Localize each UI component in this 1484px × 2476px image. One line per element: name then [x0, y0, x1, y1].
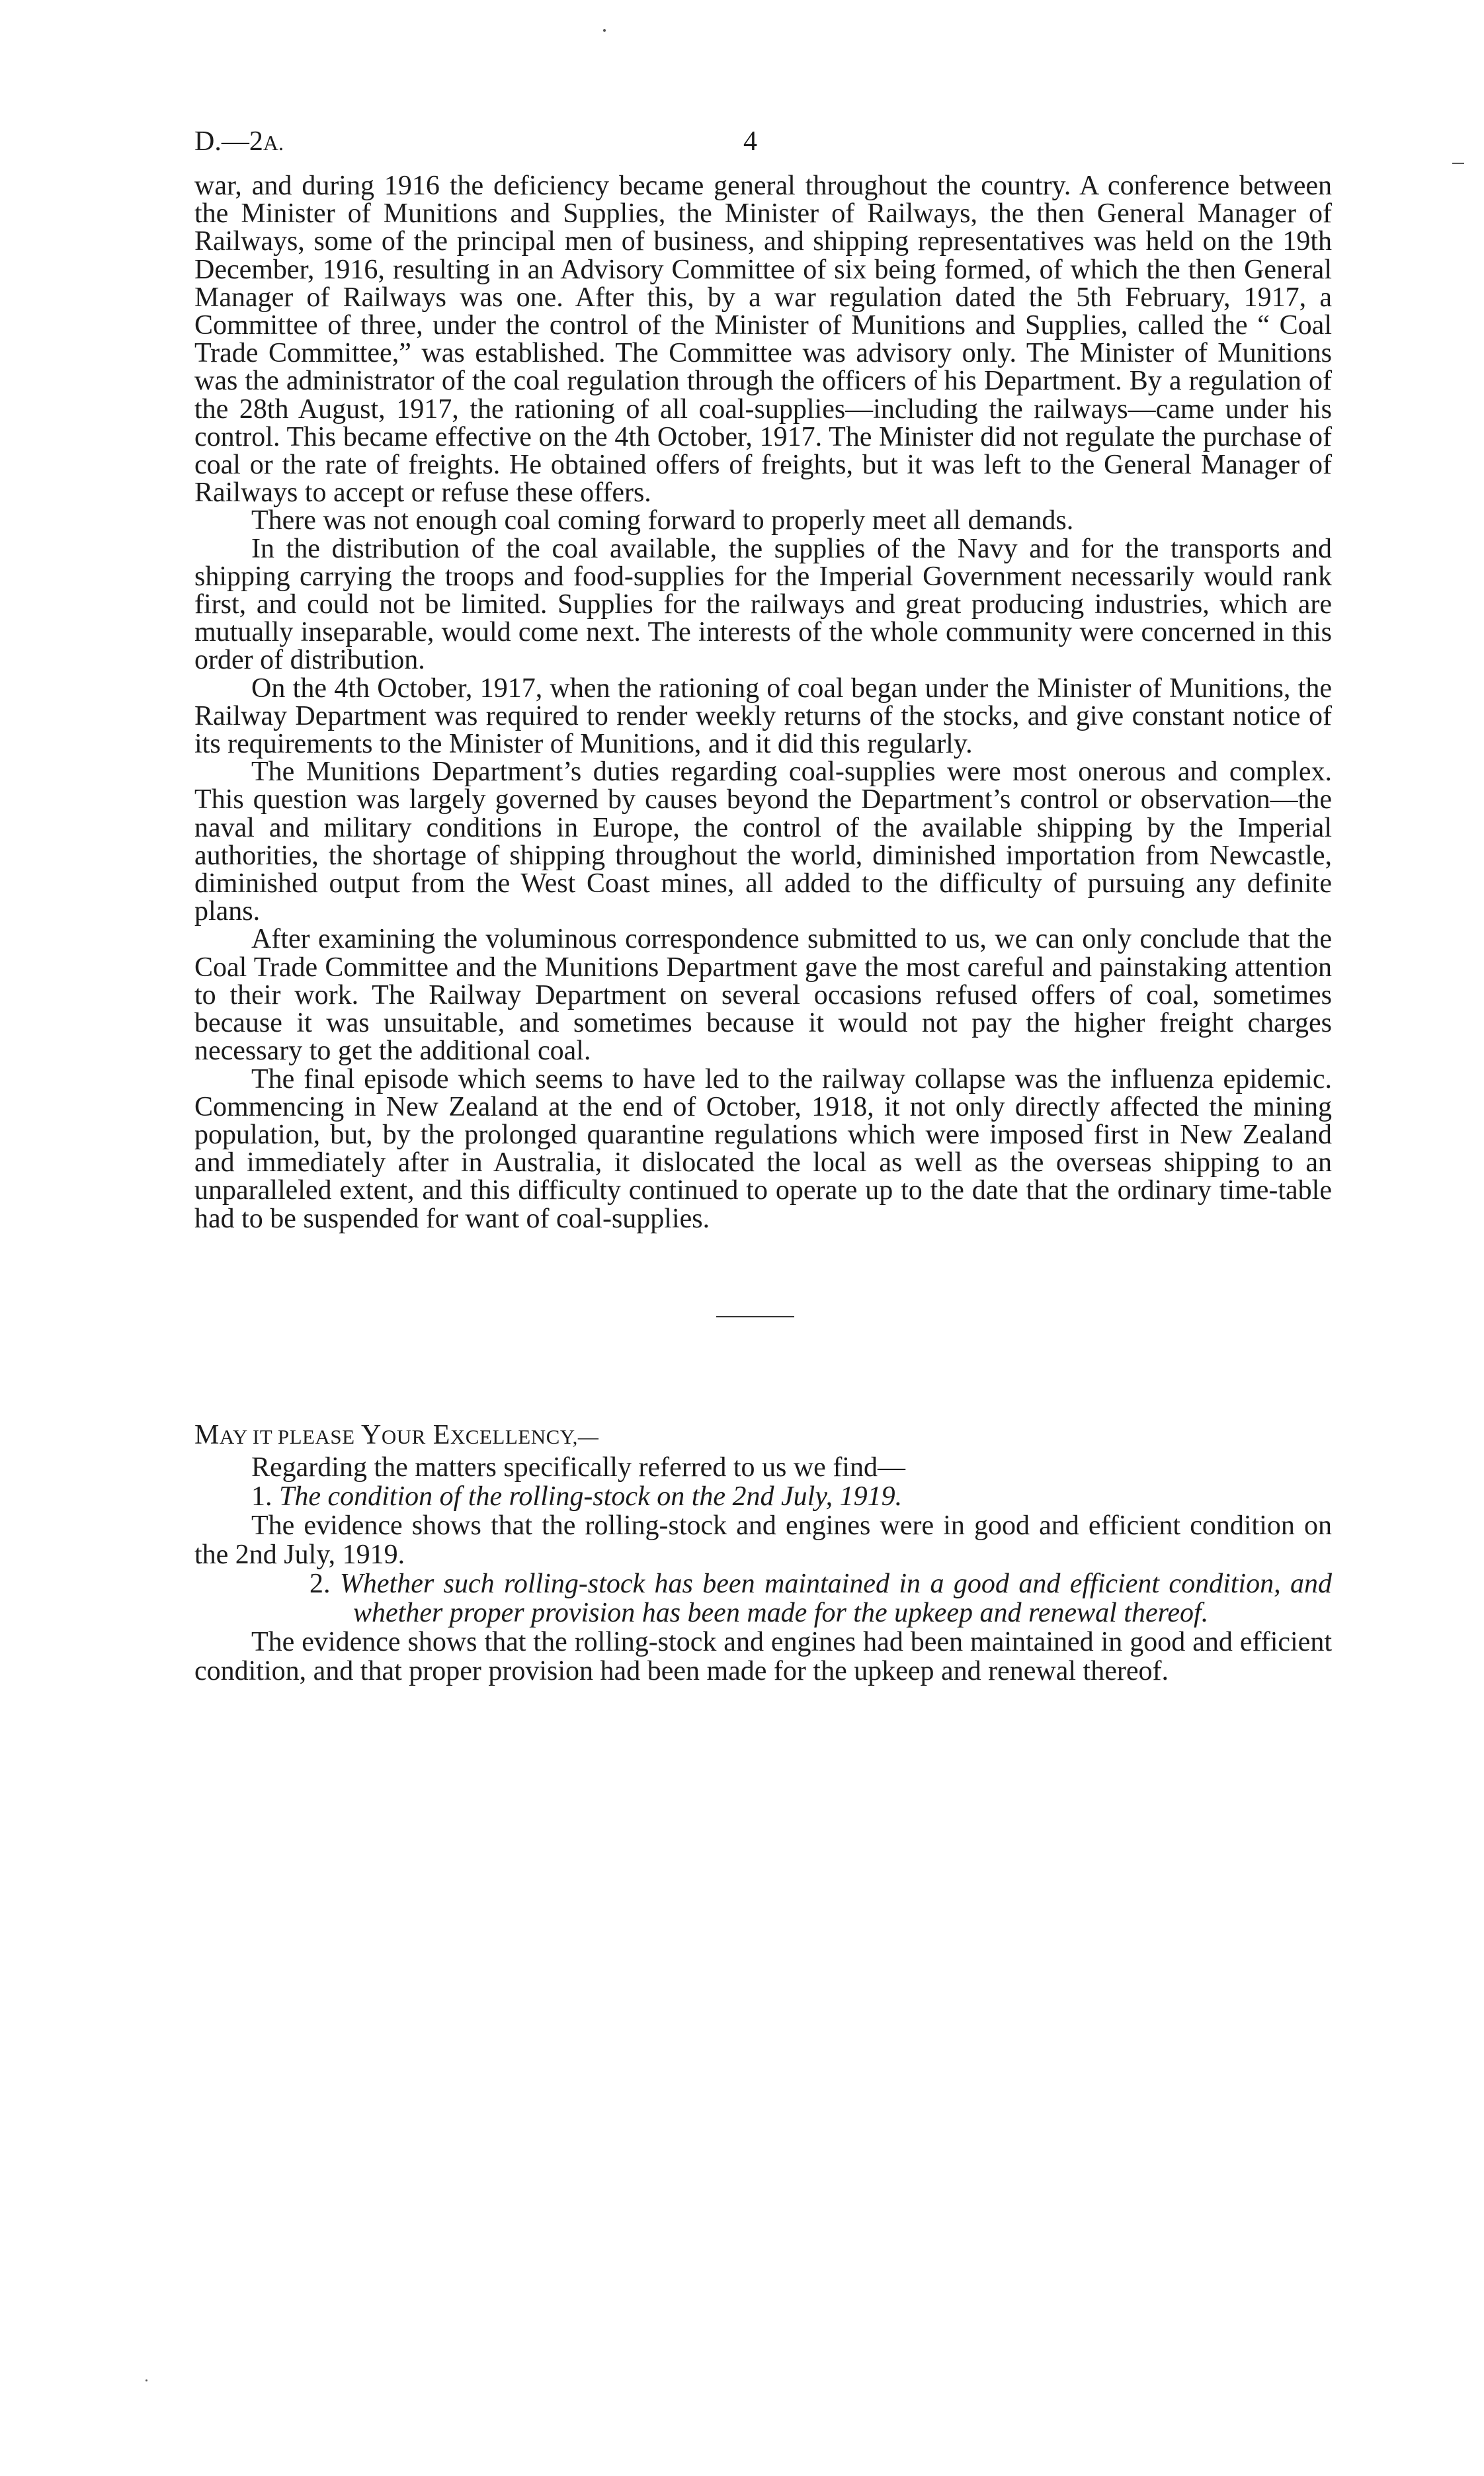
- page-header: [194, 126, 1332, 172]
- finding-1-heading: [194, 1482, 1332, 1511]
- finding-1-question: The condition of the rolling-stock on the 2nd July, 1919.: [279, 1481, 903, 1512]
- section-divider: [716, 1316, 794, 1317]
- paragraph-6: After examining the voluminous correspondence submitted to us, we can only conclude that the Coal Trade Committee and the Munitions Department gave the most careful and painstaking attention to their work. The Railway Department on several occasions refused offers of coal, sometimes because it was unsuitable, and sometimes because it would not pay the higher freight charges necessary to get the additional coal.: [194, 924, 1332, 1067]
- paragraph-2: There was not enough coal coming forward to properly meet all demands.: [251, 505, 1074, 536]
- finding-2-answer: The evidence shows that the rolling-stock and engines had been maintained in good and efficient condition, and that proper provision had been made for the upkeep and renewal thereof.: [194, 1626, 1332, 1686]
- salutation-your: OUR: [381, 1424, 426, 1448]
- paragraph-1: war, and during 1916 the deficiency became general throughout the country. A conference between the Minister of Munitions and Supplies, the Minister of Railways, the then General Manager of Railways, some of the principal men of business, and shipping representatives was held on the 19th December, 1916, resulting in an Advisory Committee of six being formed, of which the then General Manager of Railways was one. After this, by a war regulation dated the 5th February, 1917, a Committee of three, under the control of the Minister of Munitions and Supplies, called the “ Coal Trade Committee,” was established. The Committee was advisory only. The Minister of Munitions was the administrator of the coal regulation through the officers of his Department. By a regulation of the 28th August, 1917, the rationing of all coal-supplies—including the railways—came under his control. This became effective on the 4th October, 1917. The Minister did not regulate the purchase of coal or the rate of freights. He obtained offers of freights, but it was left to the General Manager of Railways to accept or refuse these offers.: [194, 171, 1332, 509]
- scan-dash-right: [1452, 163, 1464, 164]
- finding-2-heading: [194, 1569, 1332, 1628]
- salutation-may: AY IT PLEASE: [219, 1424, 355, 1448]
- scan-dot-top: [603, 29, 606, 32]
- finding-1-answer: The evidence shows that the rolling-stock and engines were in good and efficient condition on the 2nd July, 1919.: [194, 1510, 1332, 1570]
- reference-suffix: A.: [263, 131, 284, 155]
- salutation-initial-m: M: [194, 1419, 220, 1450]
- findings-section: [194, 1453, 1332, 1686]
- document-reference: [194, 126, 284, 157]
- salutation-initial-e: E: [433, 1419, 450, 1450]
- document-page: [194, 126, 1332, 1686]
- reference-prefix: D.—2: [194, 126, 263, 157]
- salutation-excellency: XCELLENCY,—: [450, 1424, 599, 1448]
- paragraph-5: The Munitions Department’s duties regarding coal-supplies were most onerous and complex. This question was largely governed by causes beyond the Department’s control or observation—the naval and military conditions in Europe, the control of the available shipping by the Imperial authorities, the shortage of shipping throughout the world, diminished importation from Newcastle, diminished output from the West Coast mines, all added to the difficulty of pursuing any definite plans.: [194, 757, 1332, 927]
- salutation-initial-y: Y: [360, 1419, 382, 1450]
- findings-intro: Regarding the matters specifically referred to us we find—: [251, 1452, 905, 1483]
- finding-2-number: 2.: [309, 1568, 331, 1599]
- scan-dot-left: [145, 2379, 147, 2381]
- paragraph-4: On the 4th October, 1917, when the rationing of coal began under the Minister of Munitions, the Railway Department was required to render weekly returns of the stocks, and give constant notice of its requirements to the Minister of Munitions, and it did this regularly.: [194, 673, 1332, 760]
- salutation: [194, 1419, 1332, 1453]
- report-body: [194, 172, 1332, 1233]
- paragraph-3: In the distribution of the coal available, the supplies of the Navy and for the transports and shipping carrying the troops and food-supplies for the Imperial Government necessarily would rank first, and could not be limited. Supplies for the railways and great producing industries, which are mutually inseparable, would come next. The interests of the whole community were concerned in this order of distribution.: [194, 533, 1332, 676]
- finding-1-number: 1.: [251, 1481, 272, 1512]
- finding-2-question: Whether such rolling-stock has been maintained in a good and efficient condition, and whether proper provision has been made for the upkeep and renewal thereof.: [339, 1568, 1332, 1628]
- paragraph-7: The final episode which seems to have led to the railway collapse was the influenza epidemic. Commencing in New Zealand at the end of October, 1918, it not only directly affected the mining population, but, by the prolonged quarantine regulations which were imposed first in New Zealand and immediately after in Australia, it dislocated the local as well as the overseas shipping to an unparalleled extent, and this difficulty continued to operate up to the date that the ordinary time-table had to be suspended for want of coal-supplies.: [194, 1063, 1332, 1234]
- page-number: 4: [743, 126, 757, 157]
